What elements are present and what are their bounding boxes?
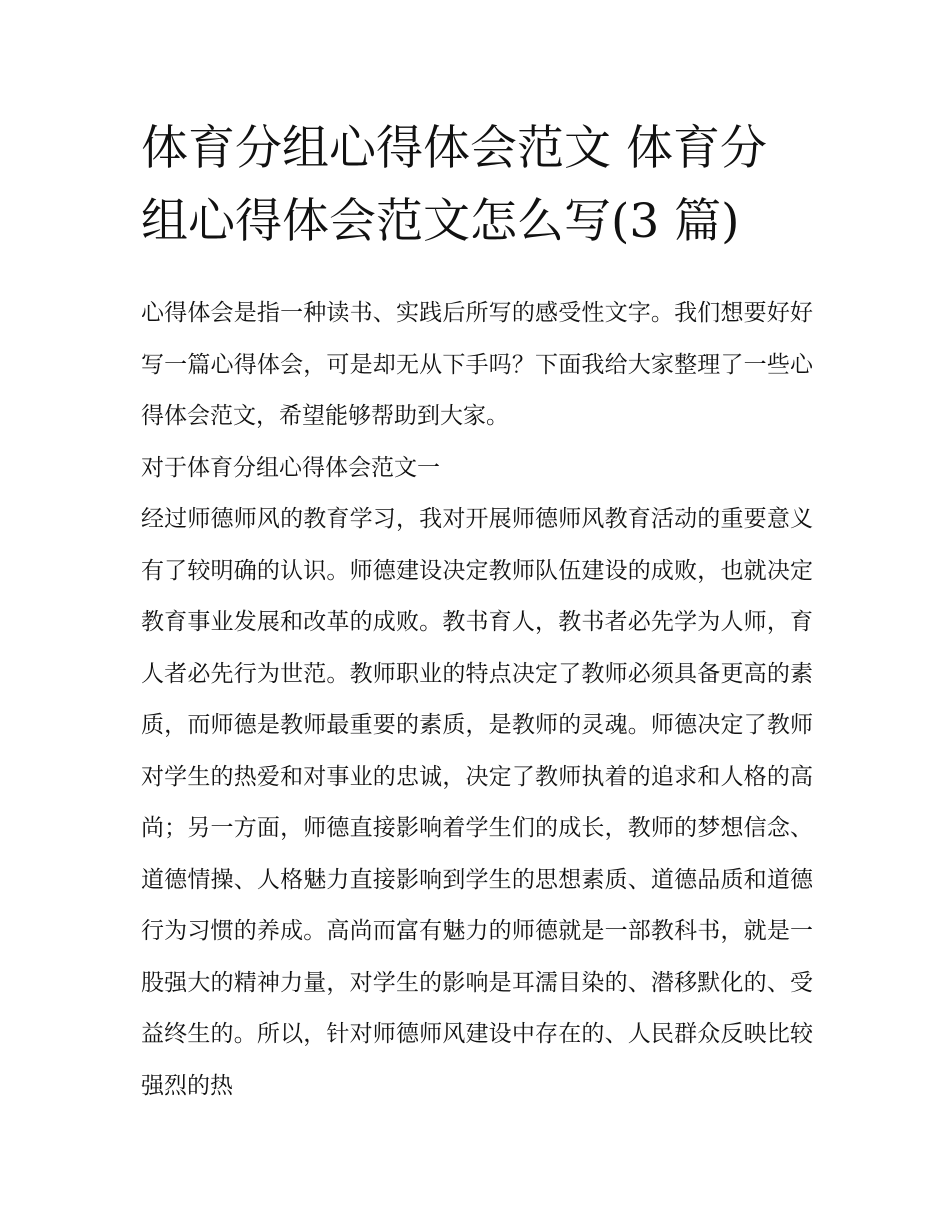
section-heading: 对于体育分组心得体会范文一 xyxy=(141,454,440,481)
document-title: 体育分组心得体会范文 体育分组心得体会范文怎么写(3 篇) xyxy=(141,121,767,249)
intro-paragraph: 心得体会是指一种读书、实践后所写的感受性文字。我们想要好好写一篇心得体会，可是却无从下手吗？下面我给大家整理了一些心得体会范文，希望能够帮助到大家。 xyxy=(141,300,813,429)
document-page xyxy=(141,112,813,1112)
body-paragraph: 经过师德师风的教育学习，我对开展师德师风教育活动的重要意义有了较明确的认识。师德建设决定教师队伍建设的成败，也就决定教育事业发展和改革的成败。教书育人，教书者必先学为人师，育人者必先行为世范。教师职业的特点决定了教师必须具备更高的素质，而师德是教师最重要的素质，是教师的灵魂。师德决定了教师对学生的热爱和对事业的忠诚，决定了教师执着的追求和人格的高尚；另一方面，师德直接影响着学生们的成长，教师的梦想信念、道德情操、人格魅力直接影响到学生的思想素质、道德品质和道德行为习惯的养成。高尚而富有魅力的师德就是一部教科书，就是一股强大的精神力量，对学生的影响是耳濡目染的、潜移默化的、受益终生的。所以，针对师德师风建设中存在的、人民群众反映比较强烈的热 xyxy=(141,506,813,1099)
